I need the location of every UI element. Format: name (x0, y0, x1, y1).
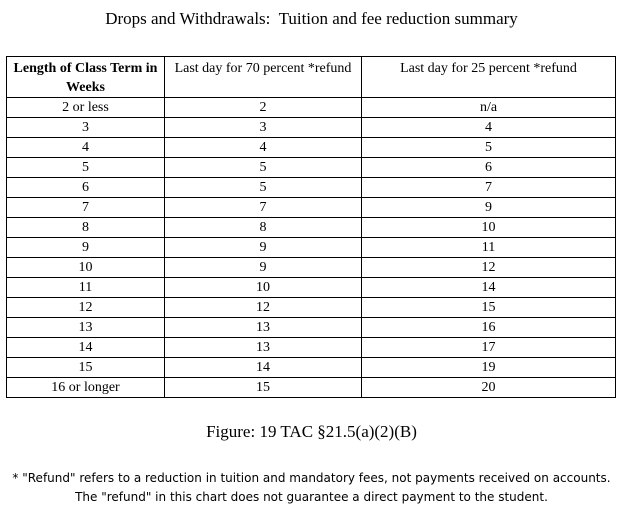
table-row (7, 218, 616, 238)
cell-70-percent-refund: 7 (165, 198, 362, 218)
cell-class-term-length: 10 (7, 258, 165, 278)
table-row (7, 98, 616, 118)
cell-25-percent-refund: 15 (362, 298, 616, 318)
table-row (7, 198, 616, 218)
cell-class-term-length: 9 (7, 238, 165, 258)
cell-70-percent-refund: 13 (165, 338, 362, 358)
footnote-line-1: * "Refund" refers to a reduction in tuition and mandatory fees, not payments received on accounts. (12, 471, 611, 485)
cell-70-percent-refund: 13 (165, 318, 362, 338)
table-row (7, 298, 616, 318)
figure-caption: Figure: 19 TAC §21.5(a)(2)(B) (206, 422, 417, 441)
document-title: Drops and Withdrawals: Tuition and fee reduction summary (105, 9, 518, 28)
table-row (7, 138, 616, 158)
cell-25-percent-refund: 5 (362, 138, 616, 158)
table-row (7, 358, 616, 378)
table-row (7, 258, 616, 278)
cell-25-percent-refund: 10 (362, 218, 616, 238)
cell-25-percent-refund: 19 (362, 358, 616, 378)
cell-25-percent-refund: n/a (362, 98, 616, 118)
cell-70-percent-refund: 12 (165, 298, 362, 318)
cell-class-term-length: 6 (7, 178, 165, 198)
cell-25-percent-refund: 17 (362, 338, 616, 358)
cell-class-term-length: 11 (7, 278, 165, 298)
table-body (7, 98, 616, 398)
cell-class-term-length: 3 (7, 118, 165, 138)
table-row (7, 118, 616, 138)
cell-25-percent-refund: 7 (362, 178, 616, 198)
cell-70-percent-refund: 5 (165, 178, 362, 198)
cell-70-percent-refund: 15 (165, 378, 362, 398)
cell-class-term-length: 15 (7, 358, 165, 378)
cell-class-term-length: 13 (7, 318, 165, 338)
cell-class-term-length: 12 (7, 298, 165, 318)
cell-25-percent-refund: 6 (362, 158, 616, 178)
cell-class-term-length: 7 (7, 198, 165, 218)
cell-class-term-length: 8 (7, 218, 165, 238)
table-row (7, 378, 616, 398)
table-row (7, 338, 616, 358)
cell-70-percent-refund: 5 (165, 158, 362, 178)
table-row (7, 278, 616, 298)
cell-class-term-length: 4 (7, 138, 165, 158)
cell-70-percent-refund: 14 (165, 358, 362, 378)
cell-class-term-length: 5 (7, 158, 165, 178)
cell-class-term-length: 14 (7, 338, 165, 358)
cell-70-percent-refund: 3 (165, 118, 362, 138)
table-row (7, 178, 616, 198)
cell-class-term-length: 2 or less (7, 98, 165, 118)
cell-25-percent-refund: 4 (362, 118, 616, 138)
cell-25-percent-refund: 9 (362, 198, 616, 218)
footnote-line-2: The "refund" in this chart does not guarantee a direct payment to the student. (75, 490, 548, 504)
header-25-percent-refund: Last day for 25 percent *refund (362, 57, 616, 98)
table-row (7, 318, 616, 338)
cell-70-percent-refund: 10 (165, 278, 362, 298)
header-70-percent-refund: Last day for 70 percent *refund (165, 57, 362, 98)
cell-25-percent-refund: 16 (362, 318, 616, 338)
cell-70-percent-refund: 4 (165, 138, 362, 158)
table-header-row (7, 57, 616, 98)
cell-70-percent-refund: 8 (165, 218, 362, 238)
header-class-term-length: Length of Class Term in Weeks (7, 57, 165, 98)
cell-class-term-length: 16 or longer (7, 378, 165, 398)
table-row (7, 158, 616, 178)
cell-25-percent-refund: 12 (362, 258, 616, 278)
table-row (7, 238, 616, 258)
cell-70-percent-refund: 9 (165, 258, 362, 278)
refund-summary-table (6, 56, 616, 398)
cell-25-percent-refund: 20 (362, 378, 616, 398)
cell-70-percent-refund: 9 (165, 238, 362, 258)
cell-25-percent-refund: 14 (362, 278, 616, 298)
cell-70-percent-refund: 2 (165, 98, 362, 118)
cell-25-percent-refund: 11 (362, 238, 616, 258)
